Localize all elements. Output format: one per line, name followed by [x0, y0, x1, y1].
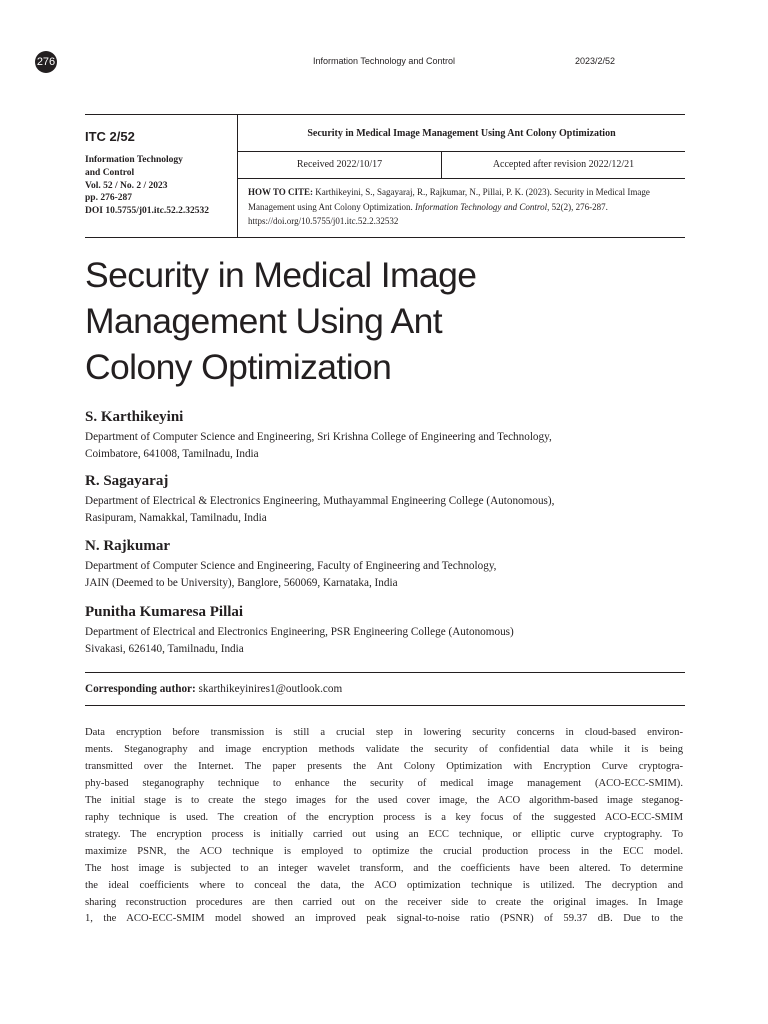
author-name: S. Karthikeyini [85, 409, 184, 425]
author-block [85, 537, 685, 591]
author-block [85, 603, 685, 657]
abstract-line: The initial stage is to create the stego images for the used cover image, the ACO algorithm-based image steganog- [85, 794, 683, 806]
corresponding-label: Corresponding author: [85, 683, 196, 695]
affiliation-line: Coimbatore, 641008, Tamilnadu, India [85, 447, 259, 460]
journal-line: Vol. 52 / No. 2 / 2023 [85, 180, 168, 191]
author-name: N. Rajkumar [85, 538, 170, 554]
abstract-line: raphy technique is used. The creation of the encryption process is a key focus of the suggested ACO-ECC-SMIM [85, 811, 683, 823]
affiliation-line: Department of Electrical and Electronics Engineering, PSR Engineering College (Autonomous) [85, 626, 514, 638]
corresponding-email[interactable]: skarthikeyinires1@outlook.com [198, 683, 343, 695]
abstract-line: ments. Steganography and image encryption methods validate the security of confidential data while it is being [85, 743, 683, 755]
abstract-line: sharing reconstruction procedures are then carried out on the receiver side to create the original images. In Image [85, 896, 683, 908]
how-to-cite [248, 185, 683, 229]
affiliation-line: Department of Computer Science and Engineering, Faculty of Engineering and Technology, [85, 560, 497, 572]
abstract [85, 725, 683, 928]
article-short-title: Security in Medical Image Management Using Ant Colony Optimization [307, 128, 616, 139]
journal-details [85, 154, 235, 218]
title-line: Management Using Ant [85, 301, 443, 341]
journal-code: ITC 2/52 [85, 129, 135, 144]
corresponding-author [85, 672, 685, 706]
author-block [85, 472, 685, 526]
article-info-column [238, 115, 685, 237]
abstract-line: Data encryption before transmission is still a crucial step in lowering security concerns in cloud-based environ- [85, 727, 683, 738]
journal-line: Information Technology [85, 155, 183, 165]
author-affiliation [85, 558, 685, 591]
title-line: Colony Optimization [85, 347, 392, 387]
abstract-line: phy-based steganography technique to enhance the security of medical image management (ACO-ECC-SMIM). [85, 777, 683, 789]
affiliation-line: Department of Computer Science and Engineering, Sri Krishna College of Engineering and Technology, [85, 431, 552, 443]
author-name: Punitha Kumaresa Pillai [85, 604, 244, 620]
accepted-date: Accepted after revision 2022/12/21 [492, 159, 635, 170]
abstract-line: strategy. The encryption process is initially carried out using an ECC technique, or elliptic curve cryptography. To [85, 828, 683, 840]
journal-line: pp. 276-287 [85, 193, 132, 204]
affiliation-line: JAIN (Deemed to be University), Banglore, 560069, Karnataka, India [85, 576, 398, 589]
journal-line: and Control [85, 167, 135, 178]
author-affiliation [85, 493, 685, 526]
received-date: Received 2022/10/17 [238, 152, 442, 178]
journal-info-column [85, 115, 238, 237]
cite-journal: Information Technology and Control [414, 201, 548, 212]
abstract-line: transmitted over the Internet. The paper presents the Ant Colony Optimization with Encryption Curve cryptogra- [85, 760, 683, 772]
cite-text: Karthikeyini, S., Sagayaraj, R., Rajkumar, N., Pillai, P. K. (2023). Security in Medical Image Management using Ant Colony Optimization. [248, 187, 650, 212]
author-affiliation [85, 429, 685, 462]
journal-doi[interactable]: DOI 10.5755/j01.itc.52.2.32532 [85, 206, 210, 217]
title-line: Security in Medical Image [85, 255, 477, 295]
abstract-line: the ideal coefficients where to conceal the data, the ACO optimization technique is utilized. The decryption and [85, 879, 683, 891]
abstract-line: 1, the ACO-ECC-SMIM model showed an improved peak signal-to-noise ratio (PSNR) of 59.37 dB. Due to the [85, 913, 683, 925]
running-header-issue: 2023/2/52 [575, 56, 616, 66]
cite-label: HOW TO CITE: [248, 187, 314, 197]
cite-rest[interactable]: , 52(2), 276-287. https://doi.org/10.5755/j01.itc.52.2.32532 [248, 201, 608, 226]
affiliation-line: Sivakasi, 626140, Tamilnadu, India [85, 642, 244, 655]
article-title [85, 252, 645, 390]
abstract-line: The host image is subjected to an integer wavelet transform, and the coefficients have been altered. To determine [85, 862, 683, 874]
article-info-box [85, 114, 685, 238]
page-number-badge: 276 [35, 51, 57, 73]
abstract-line: maximize PSNR, the ACO technique is employed to optimize the crucial production process in the ECC model. [85, 845, 683, 857]
author-block [85, 408, 685, 462]
dates-row [238, 151, 685, 179]
affiliation-line: Rasipuram, Namakkal, Tamilnadu, India [85, 511, 267, 524]
running-header-journal: Information Technology and Control [313, 56, 455, 66]
author-affiliation [85, 624, 685, 657]
affiliation-line: Department of Electrical & Electronics Engineering, Muthayammal Engineering College (Autonomous), [85, 495, 555, 507]
author-name: R. Sagayaraj [85, 473, 169, 489]
